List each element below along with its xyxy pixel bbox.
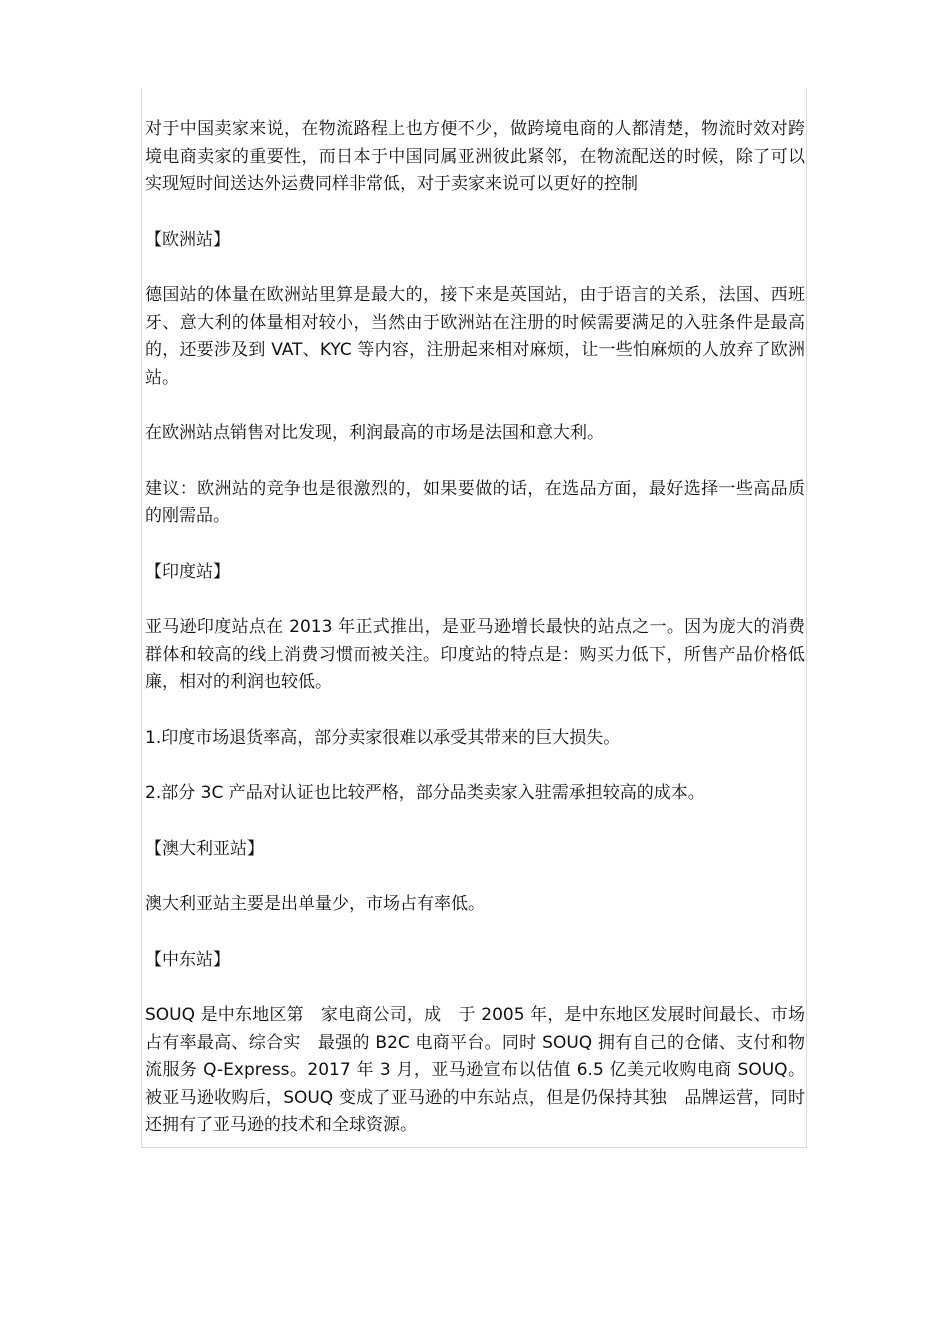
heading-india-site: 【印度站】	[145, 561, 230, 582]
paragraph-india-overview: 亚马逊印度站点在 2013 年正式推出，是亚马逊增长最快的站点之一。因为庞大的消费群体和较高的线上消费习惯而被关注。印度站的特点是：购买力低下，所售产品价格低廉，相对的利润也较低。	[145, 617, 805, 692]
paragraph-australia-overview: 澳大利亚站主要是出单量少，市场占有率低。	[145, 894, 485, 914]
heading-middle-east-site: 【中东站】	[145, 949, 230, 970]
paragraph-japan-logistics: 对于中国卖家来说，在物流路程上也方便不少，做跨境电商的人都清楚，物流时效对跨境电商卖家的重要性，而日本于中国同属亚洲彼此紧邻，在物流配送的时候，除了可以实现短时间送达外运费同样非常低，对于卖家来说可以更好的控制	[145, 119, 805, 194]
paragraph-europe-profit: 在欧洲站点销售对比发现，利润最高的市场是法国和意大利。	[145, 423, 604, 443]
paragraph-europe-advice: 建议：欧洲站的竞争也是很激烈的，如果要做的话，在选品方面，最好选择一些高品质的刚需品。	[145, 478, 805, 526]
document-body	[145, 116, 805, 1140]
paragraph-india-point-2: 2.部分 3C 产品对认证也比较严格，部分品类卖家入驻需承担较高的成本。	[145, 783, 705, 803]
heading-australia-site: 【澳大利亚站】	[145, 838, 264, 859]
paragraph-middle-east-souq: SOUQ 是中东地区第 家电商公司，成 于 2005 年，是中东地区发展时间最长、市场占有率最高、综合实 最强的 B2C 电商平台。同时 SOUQ 拥有自己的仓储、支付和物流服务 Q-Express。2017 年 3 月，亚马逊宣布以估值 6.5 亿美元收购电商 SOUQ。被亚马逊收购后，SOUQ 变成了亚马逊的中东站点，但是仍保持其独 品牌运营，同时还拥有了亚马逊的技术和全球资源。	[145, 1005, 805, 1135]
paragraph-europe-overview: 德国站的体量在欧洲站里算是最大的，接下来是英国站，由于语言的关系，法国、西班牙、意大利的体量相对较小，当然由于欧洲站在注册的时候需要满足的入驻条件是最高的，还要涉及到 VAT、KYC 等内容，注册起来相对麻烦，让一些怕麻烦的人放弃了欧洲站。	[145, 285, 805, 388]
paragraph-india-point-1: 1.印度市场退货率高，部分卖家很难以承受其带来的巨大损失。	[145, 727, 621, 748]
heading-europe-site: 【欧洲站】	[145, 229, 230, 250]
